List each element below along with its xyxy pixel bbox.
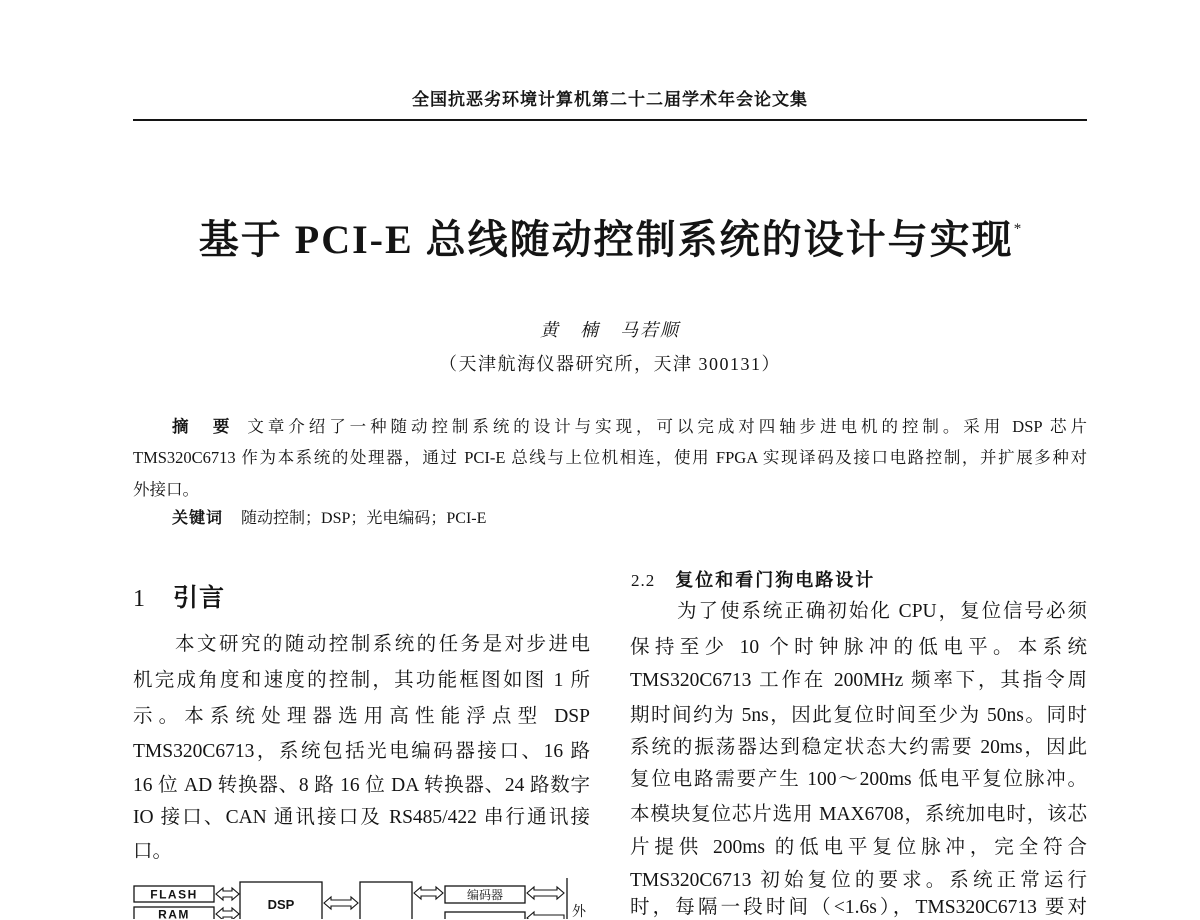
external-label: 外 [572,903,586,919]
paper-title [133,214,1087,266]
abstract-line: 外接口。 [133,480,199,499]
section-2-2-title: 复位和看门狗电路设计 [675,570,876,590]
section-2-2-line: 系统的振荡器达到稳定状态大约需要 20ms，因此 [630,737,1087,758]
section-1-number: 1 [133,586,145,612]
abstract-line [133,416,1087,438]
dsp-label: DSP [267,897,295,912]
interface-logic-box [360,882,412,919]
section-1-line: TMS320C6713，系统包括光电编码器接口、16 路 [133,741,590,762]
external-lower-arrow [527,912,564,919]
section-1-line: 16 位 AD 转换器、8 路 16 位 DA 转换器、24 路数字 [133,775,590,796]
keywords [172,508,486,530]
abstract-label: 摘 要 [172,418,234,436]
section-2-2-line: TMS320C6713 初始复位的要求。系统正常运行 [630,870,1087,891]
section-2-2-heading [631,569,875,591]
section-2-2-line: 片提供 200ms 的低电平复位脉冲，完全符合 [630,837,1087,858]
abstract-line: TMS320C6713 作为本系统的处理器，通过 PCI-E 总线与上位机相连，使用 FPGA 实现译码及接口电路控制，并扩展多种对 [133,448,1087,467]
running-title: 全国抗恶劣环境计算机第二十二届学术年会论文集 [412,90,808,109]
section-2-2-line: 为了使系统正确初始化 CPU，复位信号必须 [677,601,1087,622]
section-1-line: 本文研究的随动控制系统的任务是对步进电 [175,634,590,655]
flash-dsp-double-arrow [216,888,239,900]
abstract-text: 文章介绍了一种随动控制系统的设计与实现，可以完成对四轴步进电机的控制。采用 DSP 芯片 [247,417,1087,436]
title-footnote-mark: * [1013,221,1022,237]
section-2-2-line: 本模块复位芯片选用 MAX6708，系统加电时，该芯 [630,804,1087,825]
section-1-line: 口。 [133,841,173,862]
keywords-label: 关键词 [172,510,224,527]
dsp-fpga-double-arrow [324,897,358,909]
encoder-label: 编码器 [466,888,504,902]
figure-1-block-diagram [133,876,593,919]
section-2-2-line: 期时间约为 5ns，因此复位时间至少为 50ns。同时 [630,705,1087,726]
flash-label: FLASH [150,887,198,902]
section-1-line: 示。本系统处理器选用高性能浮点型 DSP [133,706,590,727]
section-1-title: 引言 [173,584,226,612]
section-2-2-number: 2.2 [631,571,656,590]
lower-module-box [445,912,525,919]
encoder-external-double-arrow [527,887,564,899]
section-2-2-line: TMS320C6713 工作在 200MHz 频率下，其指令周 [630,670,1087,691]
section-2-2-line: 复位电路需要产生 100～200ms 低电平复位脉冲。 [630,769,1087,790]
ram-dsp-double-arrow [216,908,239,919]
affiliation: （天津航海仪器研究所，天津 300131） [439,354,781,374]
section-2-2-line: 时，每隔一段时间（<1.6s），TMS320C6713 要对 [630,897,1087,918]
section-1-line: 机完成角度和速度的控制，其功能框图如图 1 所 [133,670,590,691]
ram-label: RAM [158,907,190,919]
logic-encoder-double-arrow [414,887,443,899]
section-2-2-line: 保持至少 10 个时钟脉冲的低电平。本系统 [630,637,1087,658]
authors: 黄 楠 马若顺 [540,320,680,340]
paper-title-text: 基于 PCI-E 总线随动控制系统的设计与实现 [198,217,1014,262]
section-1-line: IO 接口、CAN 通讯接口及 RS485/422 串行通讯接 [133,807,590,828]
header-rule [133,119,1087,121]
section-1-heading [133,582,225,614]
keywords-text: 随动控制；DSP；光电编码；PCI-E [241,510,487,527]
